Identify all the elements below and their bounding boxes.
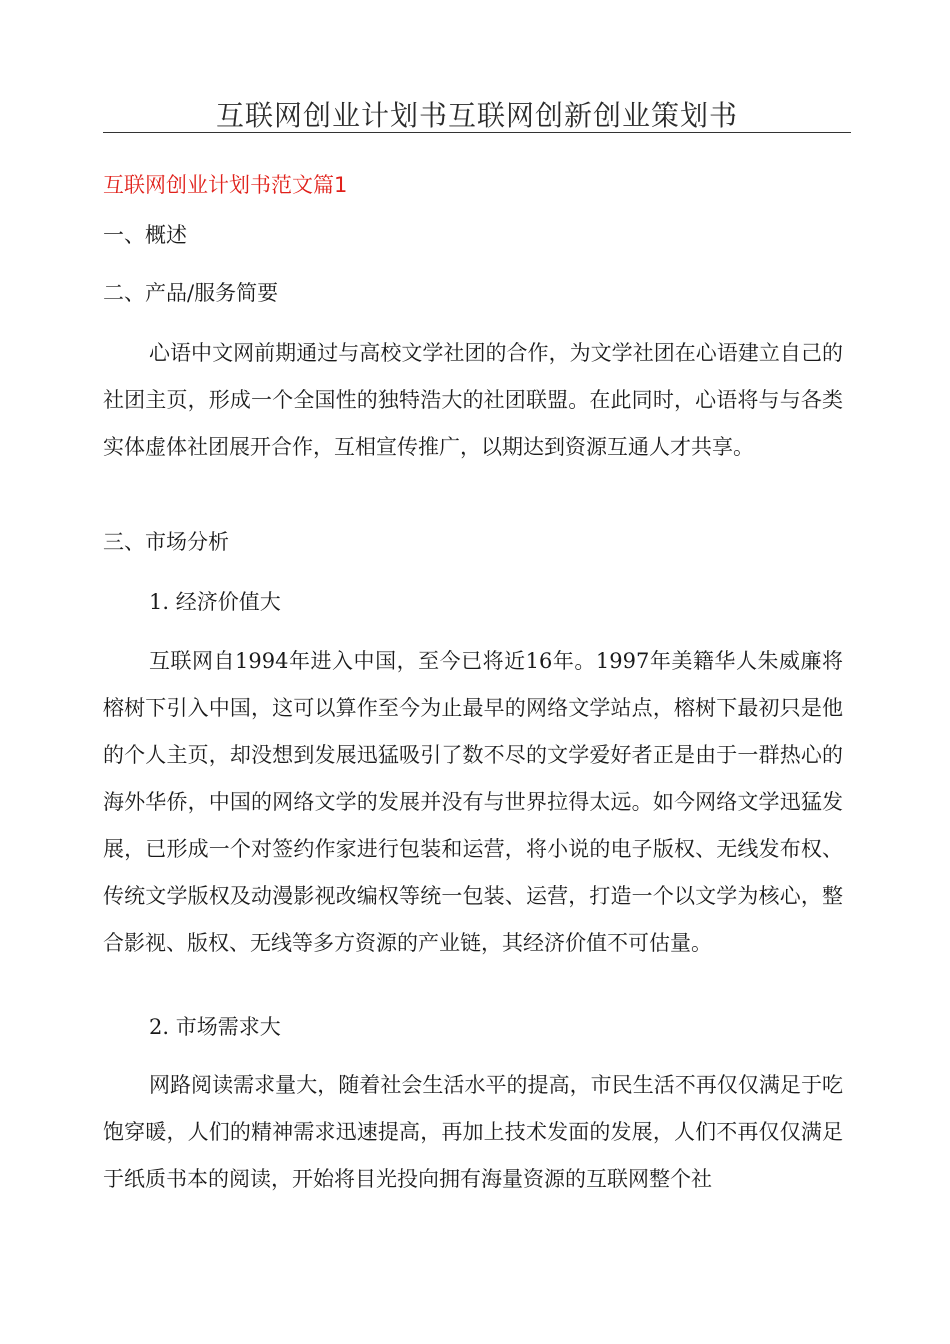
heading-overview: 一、概述 (103, 223, 187, 247)
subheading-market-demand: 2. 市场需求大 (149, 1015, 281, 1039)
paragraph-economic-value: 互联网自1994年进入中国，至今已将近16年。1997年美籍华人朱威廉将榕树下引入中国，这可以算作至今为止最早的网络文学站点，榕树下最初只是他的个人主页，却没想到发展迅猛吸引了数不尽的文学爱好者正是由于一群热心的海外华侨，中国的网络文学的发展并没有与世界拉得太远。如今网络文学迅猛发展，已形成一个对签约作家进行包装和运营，将小说的电子版权、无线发布权、传统文学版权及动漫影视改编权等统一包装、运营，打造一个以文学为核心，整合影视、版权、无线等多方资源的产业链，其经济价值不可估量。 (103, 649, 843, 955)
heading-product-service: 二、产品/服务简要 (103, 281, 279, 305)
document-title: 互联网创业计划书互联网创新创业策划书 (215, 99, 738, 132)
section-heading: 互联网创业计划书范文篇1 (103, 173, 348, 197)
paragraph-product-service: 心语中文网前期通过与高校文学社团的合作，为文学社团在心语建立自己的社团主页，形成一个全国性的独特浩大的社团联盟。在此同时，心语将与与各类实体虚体社团展开合作，互相宣传推广，以期达到资源互通人才共享。 (103, 341, 843, 459)
subheading-economic-value: 1. 经济价值大 (149, 590, 281, 614)
title-divider (103, 132, 851, 133)
paragraph-market-demand: 网路阅读需求量大，随着社会生活水平的提高，市民生活不再仅仅满足于吃饱穿暖，人们的精神需求迅速提高，再加上技术发面的发展，人们不再仅仅满足于纸质书本的阅读，开始将目光投向拥有海量资源的互联网整个社 (103, 1073, 843, 1191)
heading-market-analysis: 三、市场分析 (103, 530, 229, 554)
